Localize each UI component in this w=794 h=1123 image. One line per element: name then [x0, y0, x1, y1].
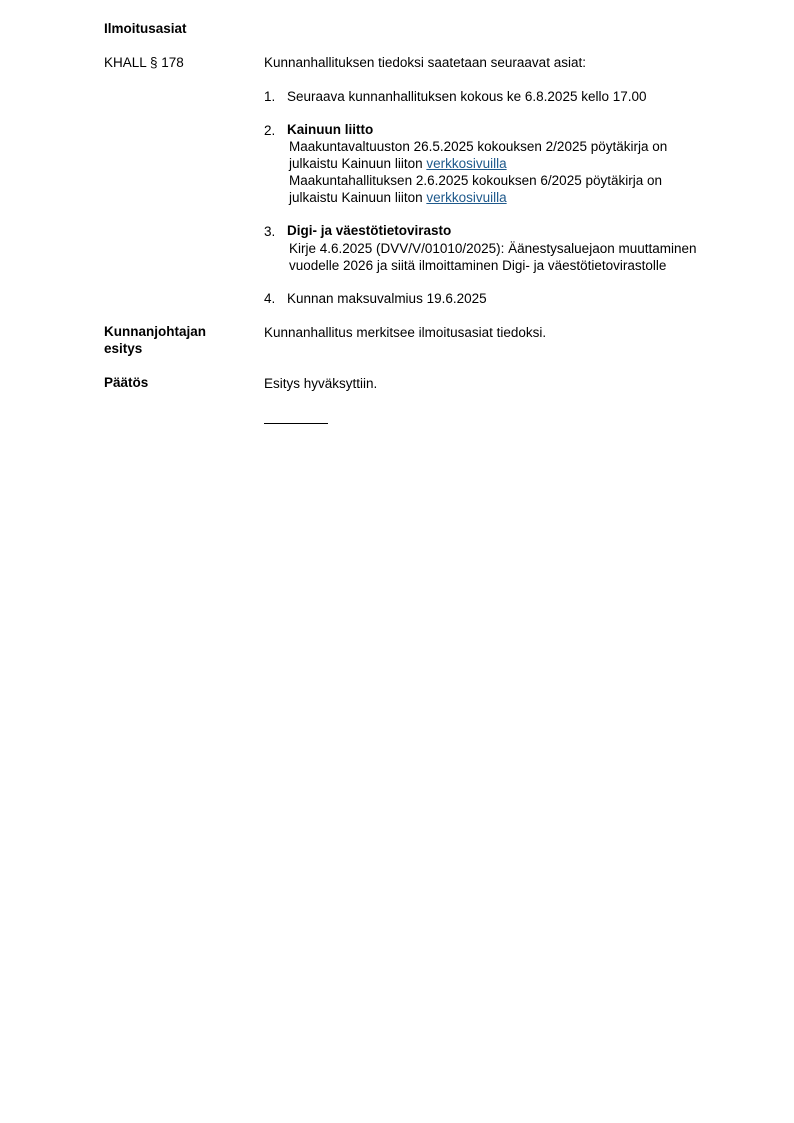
item-3-line-1: Kirje 4.6.2025 (DVV/V/01010/2025): Äänestysaluejaon muuttaminen [289, 241, 697, 256]
item-2-line-2 [289, 155, 507, 172]
item-2-line-1: Maakuntavaltuuston 26.5.2025 kokouksen 2/2025 pöytäkirja on [289, 139, 668, 154]
proposal-text: Kunnanhallitus merkitsee ilmoitusasiat tiedoksi. [264, 325, 547, 340]
item-2-line-4 [289, 189, 507, 206]
decision-label: Päätös [104, 375, 149, 390]
decision-text: Esitys hyväksyttiin. [264, 376, 378, 391]
section-label: KHALL § 178 [104, 55, 184, 70]
item-1-number: 1. [264, 89, 276, 104]
item-4-number: 4. [264, 291, 276, 306]
item-2-line-4-text: julkaistu Kainuun liiton [289, 190, 427, 205]
kainuun-liitto-link-1[interactable]: verkkosivuilla [426, 156, 507, 171]
document-heading: Ilmoitusasiat [104, 21, 187, 36]
kainuun-liitto-link-2[interactable]: verkkosivuilla [426, 190, 507, 205]
item-3-number: 3. [264, 224, 276, 239]
item-3-line-2: vuodelle 2026 ja siitä ilmoittaminen Digi- ja väestötietovirastolle [289, 258, 667, 273]
signature-line [264, 423, 328, 424]
section-intro: Kunnanhallituksen tiedoksi saatetaan seuraavat asiat: [264, 55, 586, 70]
item-1-text: Seuraava kunnanhallituksen kokous ke 6.8.2025 kello 17.00 [287, 89, 647, 104]
item-2-line-2-text: julkaistu Kainuun liiton [289, 156, 427, 171]
proposal-label-line-1: Kunnanjohtajan [104, 324, 206, 339]
item-2-line-3: Maakuntahallituksen 2.6.2025 kokouksen 6/2025 pöytäkirja on [289, 173, 663, 188]
item-3-title: Digi- ja väestötietovirasto [287, 223, 452, 238]
item-2-title: Kainuun liitto [287, 122, 374, 137]
item-2-number: 2. [264, 123, 276, 138]
proposal-label-line-2: esitys [104, 341, 143, 356]
item-4-text: Kunnan maksuvalmius 19.6.2025 [287, 291, 487, 306]
